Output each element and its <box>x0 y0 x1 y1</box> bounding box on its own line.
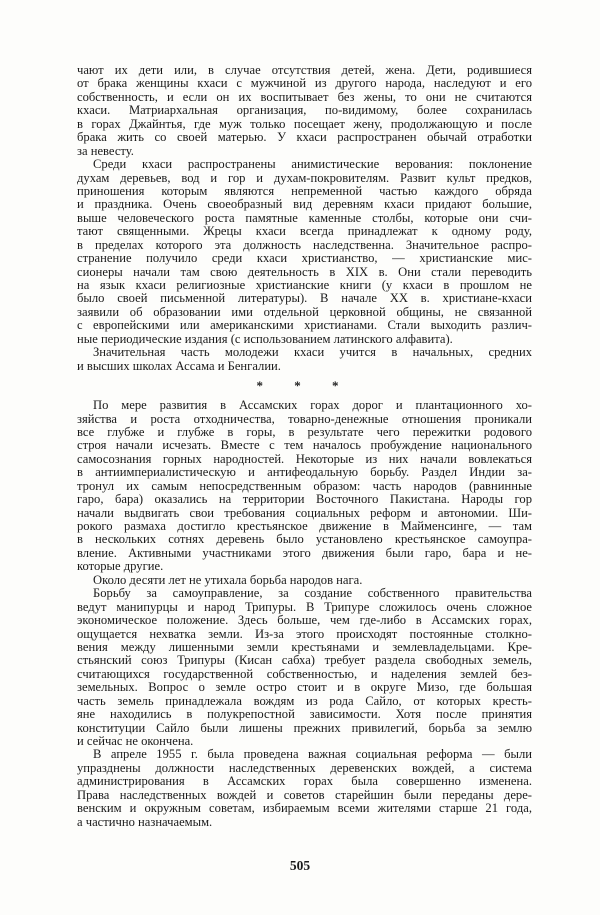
text-line: в горах Джайнтья, где муж только посещает жену, продолжающую и после <box>77 116 532 131</box>
text-line: заявили об образовании ими отдельной церковной общины, не связанной <box>77 304 532 319</box>
text-line: Права наследственных вождей и советов старейшин были переданы дере- <box>77 787 532 802</box>
text-line: а частично назначаемым. <box>77 814 213 829</box>
text-line: строя начали исчезать. Вместе с тем началось пробуждение национального <box>77 438 532 453</box>
text-line: Около десяти лет не утихала борьба народов нага. <box>93 572 363 587</box>
text-line: ощущается нехватка земли. Из-за этого происходят постоянные столкно- <box>77 626 532 641</box>
text-line: ные периодические издания (с использованием латинского алфавита). <box>77 331 453 346</box>
text-line: в пределах которого эта должность наследственна. Значительное распро- <box>77 237 532 252</box>
text-line: в антиимпериалистическую и антифеодальную борьбу. Раздел Индии за- <box>77 465 532 480</box>
paragraph <box>77 574 532 587</box>
text-line: начали выдвигать свои требования социальных реформ и автономии. Ши- <box>77 505 532 520</box>
text-line: ведут манипурцы и народ Трипуры. В Трипуре сложилось очень сложное <box>77 599 532 614</box>
section-separator: * * * <box>256 378 353 394</box>
text-line: приношения которым являются непременной частью каждого обряда <box>77 183 532 198</box>
text-line: В апреле 1955 г. была проведена важная социальная реформа — были <box>93 747 532 762</box>
text-line: гаро, бара) оказались на территории Восточного Пакистана. Народы гор <box>77 492 532 507</box>
text-line: духам деревьев, вод и гор и духам-покровителям. Развит культ предков, <box>77 170 532 185</box>
paragraph <box>77 587 532 748</box>
text-line: тронул их самым непосредственным образом: часть народов (равнинные <box>77 478 532 493</box>
text-line: выше человеческого роста памятные каменные столбы, которые они счи- <box>77 210 532 225</box>
text-line: кхаси. Матриархальная организация, по-видимому, более сохранилась <box>77 103 532 118</box>
text-line: вения между лишенными земли крестьянами и землевладельцами. Кре- <box>77 639 532 654</box>
text-line: сионеры начали там свою деятельность в XIX в. Они стали переводить <box>77 264 532 279</box>
text-line: с европейскими или американскими христианами. Стали выходить различ- <box>77 318 532 333</box>
text-line: самосознания горных народностей. Некоторые из них начали вовлекаться <box>77 451 532 466</box>
text-line: в нескольких сотнях деревень было установлено крестьянское самоупра- <box>77 532 532 547</box>
paragraph <box>77 158 532 346</box>
text-line: стьянский союз Трипуры (Кисан сабха) требует раздела свободных земель, <box>77 653 532 668</box>
text-line: которые другие. <box>77 559 164 574</box>
text-line: Среди кхаси распространены анимистические верования: поклонение <box>93 157 532 172</box>
text-line: чают их дети или, в случае отсутствия детей, жена. Дети, родившиеся <box>77 63 532 77</box>
text-line: тают священными. Жрецы кхаси всегда принадлежат к одному роду, <box>77 224 532 239</box>
text-line: Борьбу за самоуправление, за создание собственного правительства <box>93 586 532 601</box>
text-line: Значительная часть молодежи кхаси учится в начальных, средних <box>93 345 532 360</box>
text-line: администрирования в Ассамских горах была совершенно изменена. <box>77 774 532 789</box>
text-line: яне находились в полукрепостной зависимости. Хотя после принятия <box>77 707 532 722</box>
text-line: конституции Сайло были лишены прежних привилегий, борьба за землю <box>77 720 532 735</box>
paragraph <box>77 399 532 574</box>
text-line: экономическое положение. Здесь больше, чем где-либо в Ассамских горах, <box>77 613 532 628</box>
text-line: от брака женщины кхаси с мужчиной из другого народа, наследуют и его <box>77 76 532 91</box>
text-line: за невесту. <box>77 143 134 158</box>
text-line: на язык кхаси религиозные христианские книги (у кхаси в прошлом не <box>77 278 532 292</box>
text-line: вление. Активными участниками этого движения были гаро, бара и не- <box>77 545 532 560</box>
text-line: земельных. Вопрос о земле остро стоит и в округе Мизо, где большая <box>77 680 532 695</box>
text-line: упразднены должности наследственных деревенских вождей, а система <box>77 760 532 775</box>
text-line: часть земель принадлежала вождям из рода Сайло, от которых кресть- <box>77 693 532 708</box>
paragraph <box>77 346 532 373</box>
paragraph <box>77 748 532 829</box>
text-line: собственность, и если он их воспитывает без жены, то они не считаются <box>77 89 532 104</box>
text-line: и сейчас не окончена. <box>77 734 194 748</box>
text-line: рокого размаха достигло крестьянское движение в Майменсинге, — там <box>77 519 532 533</box>
text-line: и праздника. Очень своеобразный вид деревням кхаси придают большие, <box>77 197 532 212</box>
text-line: и высших школах Ассама и Бенгалии. <box>77 358 281 373</box>
text-line: По мере развития в Ассамских горах дорог и плантационного хо- <box>93 398 532 413</box>
text-line: считающихся государственной собственностью, и наделения землей без- <box>77 666 532 681</box>
text-line: венским и окружным советам, избираемым всеми жителями старше 21 года, <box>77 801 532 816</box>
text-line: было своей письменной литературы). В начале XX в. христиане-кхаси <box>77 291 532 306</box>
page-body <box>77 64 532 829</box>
page-number: 505 <box>289 858 311 873</box>
text-line: брака жить со своей матерью. У кхаси распространен обычай отработки <box>77 130 532 145</box>
paragraph <box>77 64 532 158</box>
text-line: зяйства и роста отходничества, товарно-денежные отношения проникали <box>77 411 532 426</box>
text-line: странение получило среди кхаси христианство, — христианские мис- <box>77 251 532 266</box>
text-line: все глубже и глубже в горы, в результате чего пережитки родового <box>77 424 532 439</box>
